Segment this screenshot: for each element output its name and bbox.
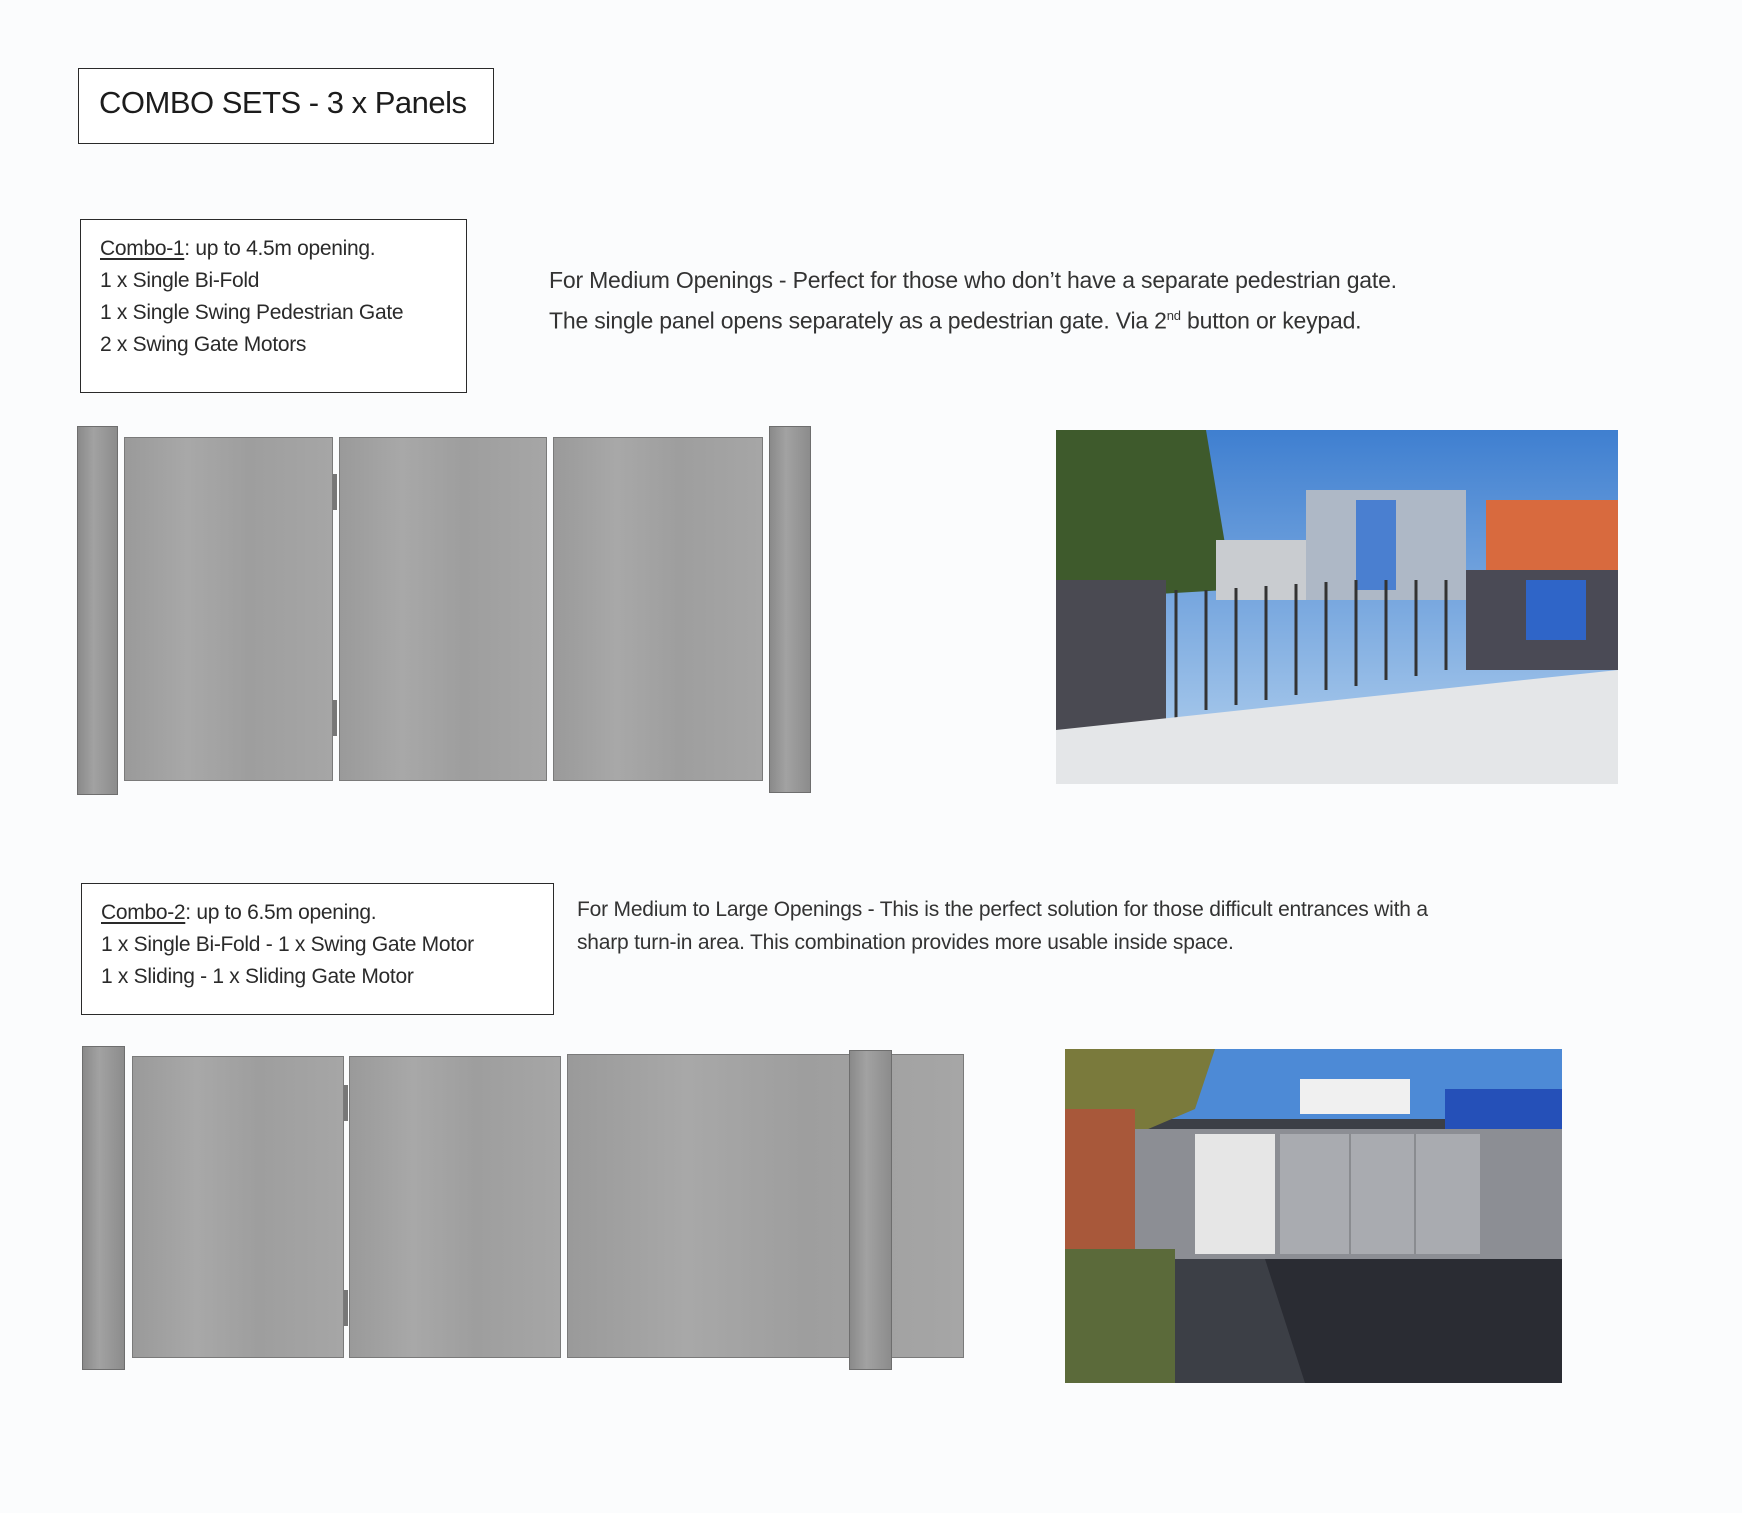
combo1-spec-box: [80, 219, 467, 393]
combo1-heading: [100, 233, 466, 265]
combo1-description-line: [549, 298, 1397, 339]
combo2-spec-box: [81, 883, 554, 1015]
title-box: [78, 68, 494, 144]
combo1-item: 2 x Swing Gate Motors: [100, 333, 307, 356]
pedestrian-panel: [553, 437, 763, 781]
hinge: [333, 700, 337, 736]
bifold-panel: [339, 437, 547, 781]
gate-post: [769, 426, 811, 793]
text: The single panel opens separately as a pedestrian gate. Via 2: [549, 307, 1167, 334]
combo1-photo: [1056, 430, 1618, 784]
hinge: [333, 474, 337, 510]
gate-post: [82, 1046, 125, 1370]
combo2-photo: [1065, 1049, 1562, 1383]
page-title: COMBO SETS - 3 x Panels: [99, 85, 467, 120]
text: button or keypad.: [1180, 307, 1362, 334]
combo1-name: Combo-1: [100, 237, 185, 260]
combo2-item: 1 x Sliding - 1 x Sliding Gate Motor: [101, 965, 414, 988]
combo2-description-line: For Medium to Large Openings - This is the perfect solution for those difficult entrances with a: [577, 898, 1428, 921]
combo1-description: [549, 262, 1397, 339]
combo2-opening: : up to 6.5m opening.: [185, 901, 377, 924]
combo2-item: 1 x Single Bi-Fold - 1 x Swing Gate Motor: [101, 933, 474, 956]
sliding-panel: [567, 1054, 964, 1358]
combo2-heading: [101, 897, 553, 929]
bifold-panel: [349, 1056, 561, 1358]
combo1-opening: : up to 4.5m opening.: [184, 237, 376, 260]
sliding-gate-post: [849, 1050, 892, 1370]
combo1-item: 1 x Single Swing Pedestrian Gate: [100, 301, 404, 324]
combo2-description-line: sharp turn-in area. This combination provides more usable inside space.: [577, 931, 1234, 954]
combo1-item: 1 x Single Bi-Fold: [100, 269, 260, 292]
superscript: nd: [1166, 308, 1181, 323]
combo2-name: Combo-2: [101, 901, 186, 924]
hinge: [344, 1290, 348, 1326]
combo1-description-line: For Medium Openings - Perfect for those who don’t have a separate pedestrian gate.: [549, 267, 1397, 293]
gate-post: [77, 426, 118, 795]
bifold-panel: [124, 437, 333, 781]
combo2-description: [577, 893, 1428, 959]
hinge: [344, 1085, 348, 1121]
bifold-panel: [132, 1056, 344, 1358]
